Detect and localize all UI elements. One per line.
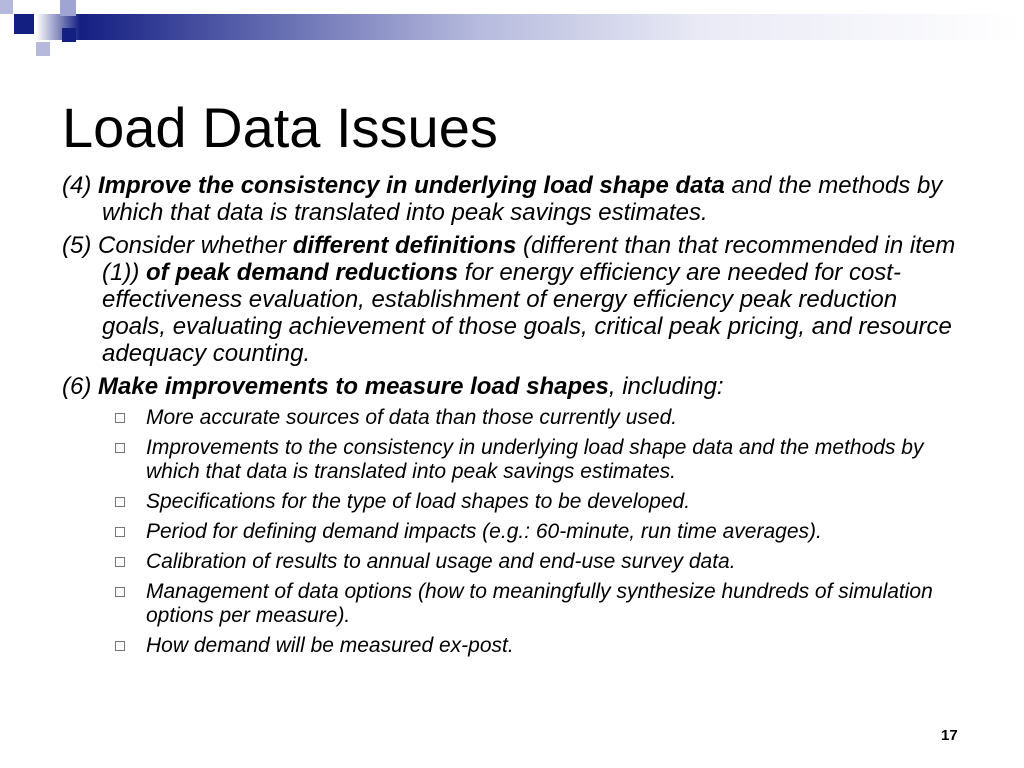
paragraph-text: and the methods by which that data is translated into peak savings estimates. [102, 172, 943, 226]
paragraph-item-5 [62, 232, 962, 367]
square-bullet-icon [115, 557, 125, 567]
list-item [112, 580, 962, 628]
list-item-text: Specifications for the type of load shapes to be developed. [146, 490, 691, 513]
decorative-square [36, 0, 49, 14]
slide-title: Load Data Issues [62, 96, 498, 159]
list-item [112, 634, 962, 658]
list-item [112, 436, 962, 484]
decorative-square [0, 42, 12, 54]
list-item-text: Improvements to the consistency in underlying load shape data and the methods by which that data is translated into peak savings estimates. [146, 436, 924, 483]
list-item-text: Calibration of results to annual usage and end-use survey data. [146, 550, 736, 573]
paragraph-item-6 [62, 373, 962, 400]
paragraph-bold-text: of peak demand reductions [146, 259, 459, 286]
square-bullet-icon [115, 641, 125, 651]
paragraph-bold-text: Make improvements to measure load shapes [98, 373, 609, 400]
square-bullet-icon [115, 497, 125, 507]
decorative-square [36, 42, 50, 56]
decorative-square [60, 0, 76, 16]
list-item-text: Period for defining demand impacts (e.g.: 60-minute, run time averages). [146, 520, 822, 543]
list-item [112, 406, 962, 430]
decorative-square [0, 0, 13, 14]
square-bullet-icon [115, 587, 125, 597]
slide-content [62, 172, 962, 664]
page-number: 17 [941, 727, 958, 744]
paragraph-prefix: (6) [62, 373, 98, 400]
list-item-text: How demand will be measured ex-post. [146, 634, 514, 657]
paragraph-prefix: (4) [62, 172, 98, 199]
decorative-square [14, 14, 34, 34]
decorative-square [62, 28, 76, 42]
paragraph-bold-text: Improve the consistency in underlying load shape data [98, 172, 725, 199]
square-bullet-icon [115, 413, 125, 423]
list-item [112, 550, 962, 574]
paragraph-text: for energy efficiency are needed for cost-effectiveness evaluation, establishment of energy efficiency peak reduction goals, evaluating achievement of those goals, critical peak pricing, and resource adequacy counting. [102, 259, 952, 367]
paragraph-text: , including: [608, 373, 724, 400]
list-item [112, 490, 962, 514]
list-item [112, 520, 962, 544]
square-bullet-icon [115, 443, 125, 453]
header-gradient-bar [0, 14, 1024, 40]
square-bullet-icon [115, 527, 125, 537]
paragraph-bold-text: different definitions [292, 232, 517, 259]
sub-bullet-list [112, 406, 962, 658]
paragraph-prefix: (5) Consider whether [62, 232, 293, 259]
list-item-text: More accurate sources of data than those currently used. [146, 406, 678, 429]
paragraph-text: (different than that recommended in item (1)) [102, 232, 956, 286]
paragraph-item-4 [62, 172, 962, 226]
list-item-text: Management of data options (how to meaningfully synthesize hundreds of simulation options per measure). [146, 580, 933, 627]
